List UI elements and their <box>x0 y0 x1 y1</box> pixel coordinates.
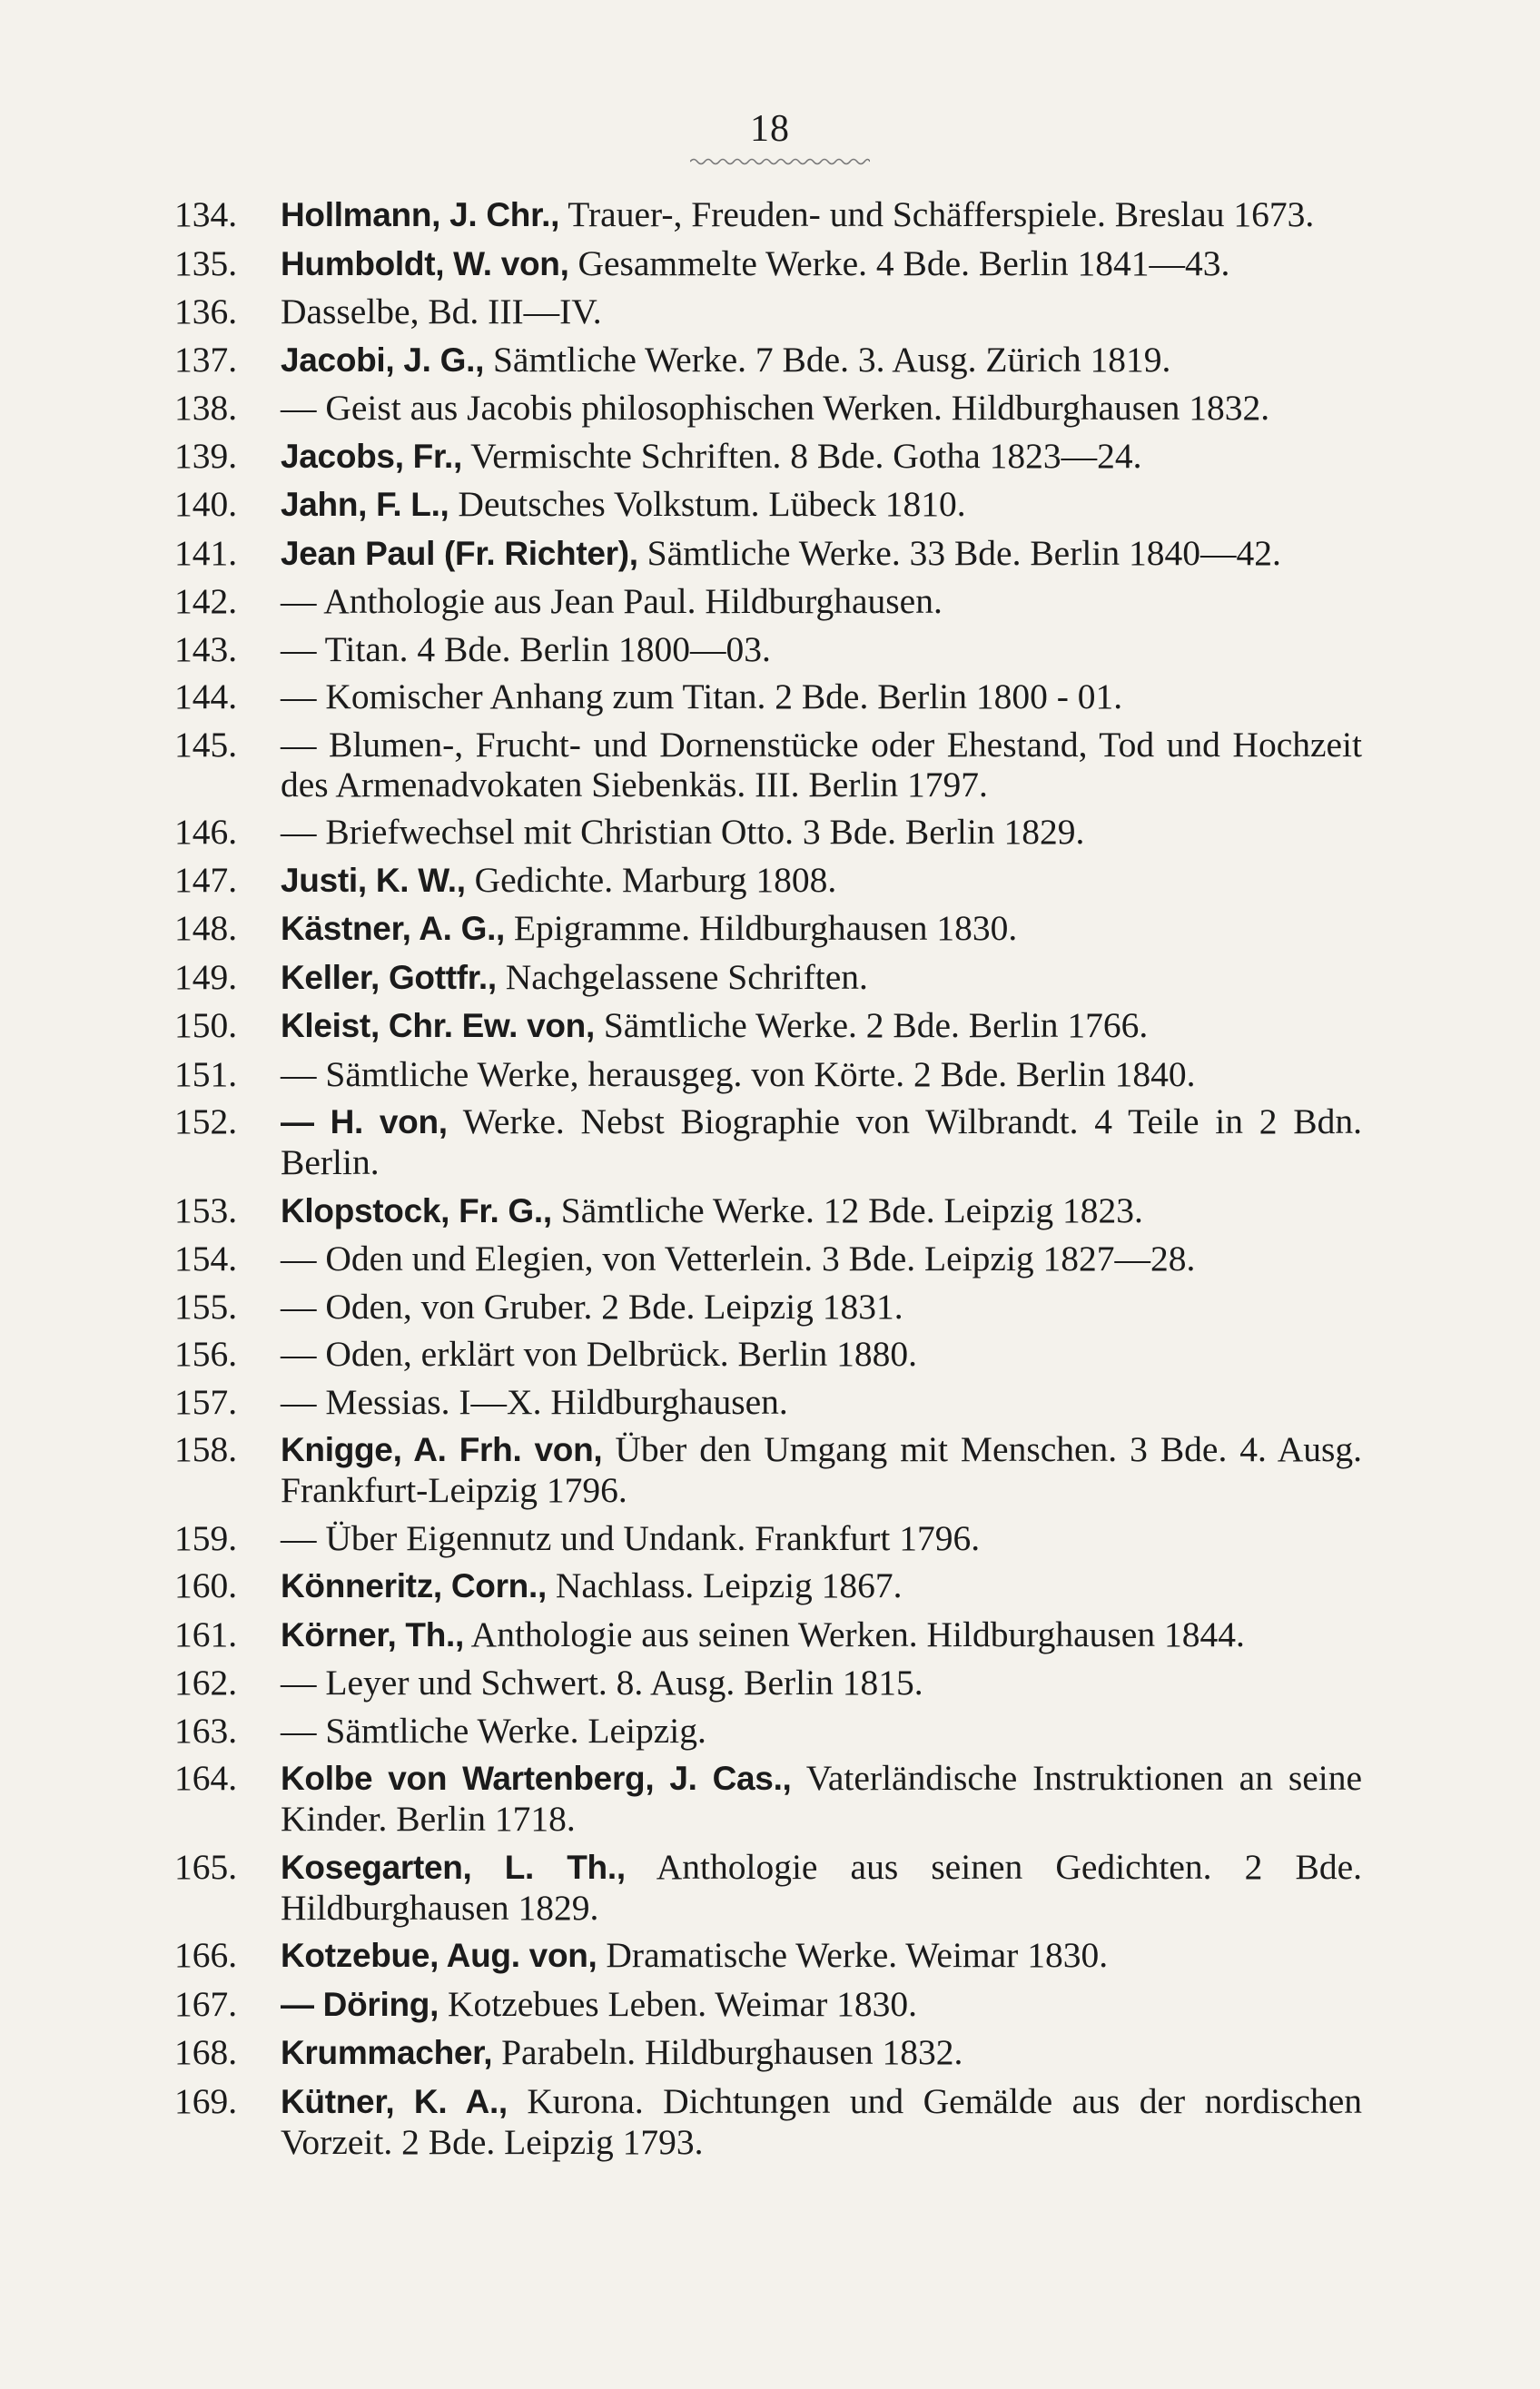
entry-author: Jacobs, Fr., <box>281 437 462 475</box>
entry-number: 159. <box>174 1517 238 1558</box>
bibliography-entry <box>174 533 1362 574</box>
entry-text: Kurona. Dichtungen und Gemälde aus der nordischen Vorzeit. 2 Bde. Leipzig 1793. <box>281 2080 1362 2162</box>
entry-text: — Titan. 4 Bde. Berlin 1800—03. <box>281 628 771 669</box>
entry-text: Epigramme. Hildburghausen 1830. <box>505 908 1018 948</box>
entry-author: Justi, K. W., <box>281 861 466 899</box>
bibliography-entry <box>174 1101 1362 1182</box>
entry-text: — Leyer und Schwert. 8. Ausg. Berlin 1815. <box>281 1663 923 1703</box>
entry-author: Hollmann, J. Chr., <box>281 196 560 233</box>
entry-number: 162. <box>174 1663 238 1703</box>
entry-author: — Döring, <box>281 1985 439 2023</box>
bibliography-entry <box>174 1711 1362 1751</box>
entry-author: Könneritz, Corn., <box>281 1567 547 1604</box>
entry-author: Kolbe von Wartenberg, J. Cas., <box>281 1760 792 1797</box>
entry-number: 164. <box>174 1758 238 1798</box>
entry-text: — Messias. I—X. Hildburghausen. <box>281 1381 788 1422</box>
entry-number: 157. <box>174 1381 238 1422</box>
bibliography-entry <box>174 908 1362 949</box>
entry-text: Trauer-, Freuden- und Schäfferspiele. Breslau 1673. <box>559 194 1315 234</box>
bibliography-entry <box>174 1429 1362 1510</box>
entry-text: — Briefwechsel mit Christian Otto. 3 Bde. Berlin 1829. <box>281 812 1085 852</box>
bibliography-entry <box>174 484 1362 525</box>
entry-text: — Oden und Elegien, von Vetterlein. 3 Bde. Leipzig 1827—28. <box>281 1239 1196 1278</box>
entry-author: Kütner, K. A., <box>281 2082 508 2120</box>
entry-number: 136. <box>174 291 238 331</box>
entry-number: 138. <box>174 388 238 428</box>
entry-number: 143. <box>174 628 238 669</box>
entry-text: Vermischte Schriften. 8 Bde. Gotha 1823—24. <box>462 435 1142 476</box>
entry-text: Nachgelassene Schriften. <box>496 956 868 997</box>
bibliography-entry <box>174 436 1362 477</box>
entry-number: 168. <box>174 2032 238 2072</box>
entry-author: Kleist, Chr. Ew. von, <box>281 1007 595 1044</box>
entry-number: 154. <box>174 1239 238 1278</box>
entry-text: — Über Eigennutz und Undank. Frankfurt 1796. <box>281 1517 981 1558</box>
bibliography-entry <box>174 1935 1362 1976</box>
entry-text: Gesammelte Werke. 4 Bde. Berlin 1841—43. <box>568 242 1230 283</box>
entry-author: Kosegarten, L. Th., <box>281 1848 626 1886</box>
entry-text: Dasselbe, Bd. III—IV. <box>281 291 602 331</box>
entry-author: — H. von, <box>281 1103 448 1140</box>
entry-number: 150. <box>174 1005 238 1045</box>
entry-text: — Komischer Anhang zum Titan. 2 Bde. Berlin 1800 - 01. <box>281 676 1123 716</box>
entry-author: Jean Paul (Fr. Richter), <box>281 534 638 572</box>
entry-text: Vaterländische Instruktionen an seine Kinder. Berlin 1718. <box>281 1758 1362 1839</box>
entry-number: 152. <box>174 1101 238 1141</box>
entry-number: 151. <box>174 1053 238 1094</box>
entry-text: Sämtliche Werke. 2 Bde. Berlin 1766. <box>594 1005 1149 1045</box>
entry-number: 141. <box>174 532 238 573</box>
entry-number: 169. <box>174 2080 238 2121</box>
entry-author: Klopstock, Fr. G., <box>281 1191 552 1229</box>
entry-text: — Sämtliche Werke. Leipzig. <box>281 1710 706 1751</box>
entry-number: 153. <box>174 1190 238 1230</box>
entry-number: 140. <box>174 484 238 524</box>
entry-number: 149. <box>174 956 238 997</box>
bibliography-entry <box>174 676 1362 716</box>
entry-number: 134. <box>174 194 238 234</box>
entry-text: Sämtliche Werke. 12 Bde. Leipzig 1823. <box>551 1190 1143 1230</box>
entry-text: — Sämtliche Werke, herausgeg. von Körte. 2 Bde. Berlin 1840. <box>281 1053 1196 1094</box>
bibliography-entry <box>174 1614 1362 1655</box>
entry-text: Werke. Nebst Biographie von Wilbrandt. 4 Teile in 2 Bdn. Berlin. <box>281 1101 1363 1182</box>
entry-number: 156. <box>174 1334 238 1374</box>
bibliography-entry <box>174 1565 1362 1606</box>
entry-number: 147. <box>174 859 238 900</box>
entry-text: — Blumen-, Frucht- und Dornenstücke oder Ehestand, Tod und Hochzeit des Armenadvokaten Siebenkäs. III. Berlin 1797. <box>281 724 1362 805</box>
entry-number: 137. <box>174 339 238 380</box>
bibliography-entry <box>174 812 1362 852</box>
entry-text: Parabeln. Hildburghausen 1832. <box>492 2032 963 2072</box>
bibliography-entry <box>174 291 1362 331</box>
entry-author: Keller, Gottfr., <box>281 958 497 996</box>
entry-author: Humboldt, W. von, <box>281 244 569 282</box>
entry-text: Nachlass. Leipzig 1867. <box>546 1565 903 1605</box>
bibliography-entry <box>174 1663 1362 1703</box>
bibliography-entry <box>174 629 1362 669</box>
bibliography-entry <box>174 2032 1362 2073</box>
bibliography-entry <box>174 340 1362 380</box>
bibliography-entry <box>174 2081 1362 2162</box>
entry-author: Knigge, A. Frh. von, <box>281 1431 603 1468</box>
bibliography-entry <box>174 194 1362 235</box>
bibliography-entry <box>174 860 1362 901</box>
bibliography-entry <box>174 1984 1362 2025</box>
bibliography-entry <box>174 1287 1362 1327</box>
bibliography-entry <box>174 581 1362 621</box>
entry-number: 135. <box>174 242 238 283</box>
entry-text: Sämtliche Werke. 7 Bde. 3. Ausg. Zürich 1819. <box>484 339 1171 380</box>
entry-number: 145. <box>174 724 238 765</box>
entry-number: 148. <box>174 908 238 948</box>
wavy-rule-ornament <box>690 156 870 167</box>
entry-number: 146. <box>174 812 238 852</box>
bibliography-entry <box>174 725 1362 805</box>
bibliography-entry <box>174 1054 1362 1094</box>
entry-text: Anthologie aus seinen Gedichten. 2 Bde. Hildburghausen 1829. <box>281 1846 1362 1928</box>
entry-author: Jahn, F. L., <box>281 486 449 523</box>
entry-author: Kotzebue, Aug. von, <box>281 1937 597 1974</box>
entry-author: Körner, Th., <box>281 1615 464 1654</box>
entry-number: 142. <box>174 581 238 621</box>
entry-number: 144. <box>174 676 238 716</box>
entry-text: Sämtliche Werke. 33 Bde. Berlin 1840—42. <box>637 532 1281 573</box>
bibliography-entry <box>174 1518 1362 1558</box>
entry-number: 155. <box>174 1286 238 1327</box>
entry-text: Deutsches Volkstum. Lübeck 1810. <box>449 484 966 524</box>
bibliography-entry <box>174 1334 1362 1374</box>
entry-text: — Oden, von Gruber. 2 Bde. Leipzig 1831. <box>281 1286 903 1327</box>
entry-number: 166. <box>174 1935 238 1975</box>
entry-text: — Geist aus Jacobis philosophischen Werken. Hildburghausen 1832. <box>281 388 1270 428</box>
bibliography-entry <box>174 1758 1362 1839</box>
entry-number: 167. <box>174 1983 238 2024</box>
entry-number: 165. <box>174 1846 238 1887</box>
bibliography-entry <box>174 1239 1362 1278</box>
entry-number: 158. <box>174 1429 238 1469</box>
entry-text: Dramatische Werke. Weimar 1830. <box>597 1935 1109 1975</box>
entry-text: Über den Umgang mit Menschen. 3 Bde. 4. Ausg. Frankfurt-Leipzig 1796. <box>281 1429 1362 1510</box>
entry-number: 163. <box>174 1710 238 1751</box>
entry-text: — Anthologie aus Jean Paul. Hildburghausen. <box>281 581 943 621</box>
entry-text: Kotzebues Leben. Weimar 1830. <box>439 1983 918 2024</box>
bibliography-entry <box>174 1190 1362 1231</box>
bibliography-entry <box>174 243 1362 284</box>
entry-author: Krummacher, <box>281 2034 493 2071</box>
page-number: 18 <box>750 108 790 150</box>
bibliography-entry <box>174 388 1362 428</box>
entry-text: — Oden, erklärt von Delbrück. Berlin 1880. <box>281 1334 917 1374</box>
bibliography-list <box>174 194 1362 2169</box>
entry-number: 139. <box>174 435 238 476</box>
bibliography-entry <box>174 957 1362 998</box>
entry-number: 160. <box>174 1565 238 1605</box>
bibliography-entry <box>174 1847 1362 1928</box>
entry-author: Jacobi, J. G., <box>281 341 485 379</box>
entry-author: Kästner, A. G., <box>281 910 506 947</box>
entry-number: 161. <box>174 1614 238 1654</box>
entry-text: Gedichte. Marburg 1808. <box>465 859 837 900</box>
entry-text: Anthologie aus seinen Werken. Hildburghausen 1844. <box>463 1614 1245 1654</box>
bibliography-entry <box>174 1382 1362 1422</box>
bibliography-entry <box>174 1005 1362 1046</box>
